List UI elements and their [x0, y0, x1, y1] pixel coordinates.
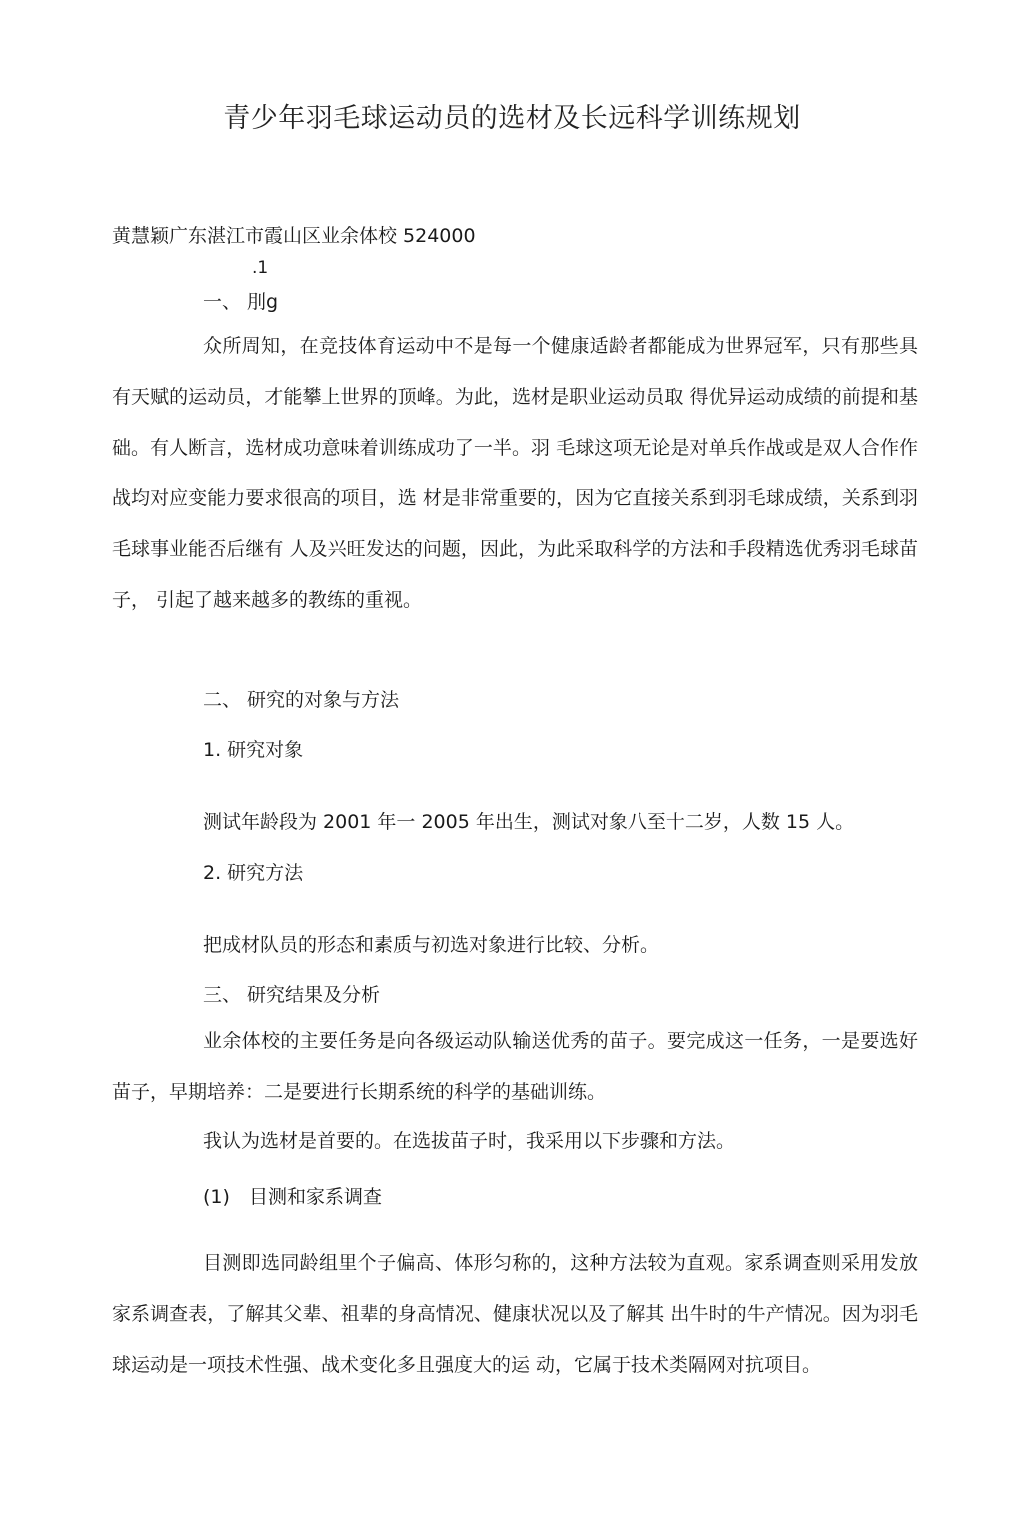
- paragraph-method-description: 把成材队员的形态和素质与初选对象进行比较、分析。: [203, 934, 660, 956]
- author-affiliation: 黄慧颖广东湛江市霞山区业余体校 524000: [112, 225, 476, 247]
- paragraph-intro: 众所周知，在竞技体育运动中不是每一个健康适龄者都能成为世界冠军，只有那些具有天赋的运动员，才能攀上世界的顶峰。为此，选材是职业运动员取 得优异运动成绩的前提和基础。有人断言，选材成功意味着训练成功了一半。羽 毛球这项无论是对单兵作战或是双人合作作战均对应变能力要求很高的项目，选 材是非常重要的，因为它直接关系到羽毛球成绩，关系到羽毛球事业能否后继有 人及兴旺发达的问题，因此，为此采取科学的方法和手段精选优秀羽毛球苗子， 引起了越来越多的教练的重视。: [112, 335, 918, 611]
- section-heading-results: 三、 研究结果及分析: [203, 984, 381, 1006]
- list-item-number: (1): [203, 1186, 230, 1208]
- section-heading-foreword: 一、 刖g: [203, 291, 279, 313]
- paragraph-subject-description: 测试年龄段为 2001 年一 2005 年出生，测试对象八至十二岁，人数 15 人。: [203, 811, 855, 833]
- paragraph-selection-first: 我认为选材是首要的。在选拔苗子时，我采用以下步骤和方法。: [203, 1130, 736, 1152]
- subheading-research-subject: 1. 研究对象: [203, 739, 304, 761]
- paragraph-school-task: 业余体校的主要任务是向各级运动队输送优秀的苗子。要完成这一任务，一是要选好苗子，早期培养：二是要进行长期系统的科学的基础训练。: [112, 1030, 918, 1103]
- list-item-visual-family-survey: [203, 1182, 382, 1209]
- list-item-label: 目测和家系调查: [249, 1186, 383, 1208]
- subheading-research-method: 2. 研究方法: [203, 862, 304, 884]
- paragraph-visual-inspection: 目测即选同龄组里个子偏高、体形匀称的，这种方法较为直观。家系调查则采用发放家系调查表，了解其父辈、祖辈的身高情况、健康状况以及了解其 出牛时的牛产情况。因为羽毛球运动是一项技术性强、战术变化多且强度大的运 动，它属于技术类隔网对抗项目。: [112, 1252, 918, 1376]
- footnote-mark: .1: [252, 258, 269, 278]
- section-heading-methods: 二、 研究的对象与方法: [203, 689, 400, 711]
- document-title: 青少年羽毛球运动员的选材及长远科学训练规划: [223, 103, 801, 134]
